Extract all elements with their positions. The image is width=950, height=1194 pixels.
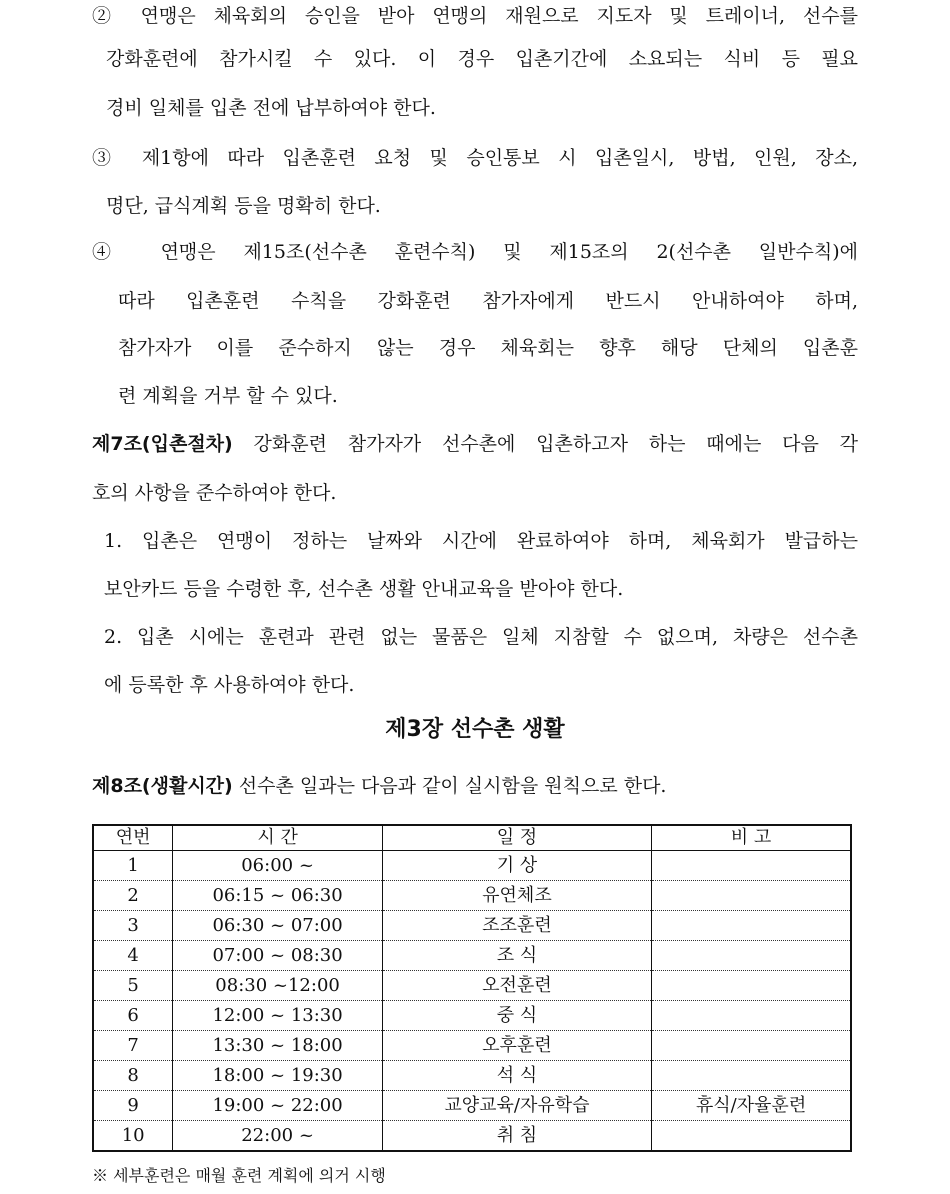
cell-note xyxy=(652,1001,851,1031)
cell-item: 오전훈련 xyxy=(382,971,651,1001)
cell-item: 유연체조 xyxy=(382,881,651,911)
article-7-intro: 강화훈련 참가자가 선수촌에 입촌하고자 하는 때에는 다음 각 xyxy=(232,433,858,455)
article-7-line-2: 호의 사항을 준수하여야 한다. xyxy=(92,482,337,504)
header-note: 비 고 xyxy=(652,825,851,851)
cell-number: 1 xyxy=(93,851,173,881)
cell-time: 08:30 ~12:00 xyxy=(173,971,383,1001)
chapter-title: 제3장 선수촌 생활 xyxy=(385,717,565,742)
cell-number: 9 xyxy=(93,1091,173,1121)
cell-note xyxy=(652,851,851,881)
article-7-item-2-line-2: 에 등록한 후 사용하여야 한다. xyxy=(104,674,355,696)
schedule-table xyxy=(92,824,852,1152)
cell-time: 18:00 ~ 19:30 xyxy=(173,1061,383,1091)
table-row xyxy=(93,911,851,941)
paragraph-4-line-3: 참가자가 이를 준수하지 않는 경우 체육회는 향후 해당 단체의 입촌훈 xyxy=(118,337,858,359)
cell-item: 조 식 xyxy=(382,941,651,971)
article-7-item-1-line-2: 보안카드 등을 수령한 후, 선수촌 생활 안내교육을 받아야 한다. xyxy=(104,578,624,600)
cell-note xyxy=(652,971,851,1001)
paragraph-2-line-3: 경비 일체를 입촌 전에 납부하여야 한다. xyxy=(106,97,436,119)
paragraph-3-line-1: ③ 제1항에 따라 입촌훈련 요청 및 승인통보 시 입촌일시, 방법, 인원, 장소, xyxy=(92,147,858,169)
cell-time: 12:00 ~ 13:30 xyxy=(173,1001,383,1031)
cell-note xyxy=(652,1061,851,1091)
paragraph-4-line-1: ④ 연맹은 제15조(선수촌 훈련수칙) 및 제15조의 2(선수촌 일반수칙)에 xyxy=(92,241,858,263)
article-7-heading: 제7조(입촌절차) xyxy=(92,433,233,455)
cell-number: 10 xyxy=(93,1121,173,1152)
cell-time: 19:00 ~ 22:00 xyxy=(173,1091,383,1121)
header-time: 시 간 xyxy=(173,825,383,851)
cell-note xyxy=(652,911,851,941)
table-row xyxy=(93,1091,851,1121)
cell-number: 2 xyxy=(93,881,173,911)
table-row xyxy=(93,851,851,881)
cell-time: 13:30 ~ 18:00 xyxy=(173,1031,383,1061)
article-8-line xyxy=(92,774,666,798)
cell-time: 06:15 ~ 06:30 xyxy=(173,881,383,911)
cell-time: 06:30 ~ 07:00 xyxy=(173,911,383,941)
cell-number: 5 xyxy=(93,971,173,1001)
cell-item: 석 식 xyxy=(382,1061,651,1091)
cell-item: 기 상 xyxy=(382,851,651,881)
table-row xyxy=(93,1061,851,1091)
cell-item: 교양교육/자유학습 xyxy=(382,1091,651,1121)
article-7-line-1 xyxy=(92,432,858,456)
cell-note: 휴식/자율훈련 xyxy=(652,1091,851,1121)
cell-number: 4 xyxy=(93,941,173,971)
paragraph-2-line-1: ② 연맹은 체육회의 승인을 받아 연맹의 재원으로 지도자 및 트레이너, 선수를 xyxy=(92,5,858,27)
cell-time: 06:00 ~ xyxy=(173,851,383,881)
cell-note xyxy=(652,941,851,971)
cell-item: 조조훈련 xyxy=(382,911,651,941)
table-row xyxy=(93,971,851,1001)
cell-note xyxy=(652,881,851,911)
cell-number: 8 xyxy=(93,1061,173,1091)
cell-item: 오후훈련 xyxy=(382,1031,651,1061)
cell-number: 6 xyxy=(93,1001,173,1031)
cell-note xyxy=(652,1031,851,1061)
header-item: 일 정 xyxy=(382,825,651,851)
header-number: 연번 xyxy=(93,825,173,851)
cell-note xyxy=(652,1121,851,1152)
cell-number: 7 xyxy=(93,1031,173,1061)
cell-time: 07:00 ~ 08:30 xyxy=(173,941,383,971)
paragraph-4-line-2: 따라 입촌훈련 수칙을 강화훈련 참가자에게 반드시 안내하여야 하며, xyxy=(118,290,858,312)
table-row xyxy=(93,1001,851,1031)
table-row xyxy=(93,941,851,971)
table-row xyxy=(93,1121,851,1152)
paragraph-4-line-4: 련 계획을 거부 할 수 있다. xyxy=(118,385,338,407)
cell-item: 취 침 xyxy=(382,1121,651,1152)
cell-item: 중 식 xyxy=(382,1001,651,1031)
paragraph-2-line-2: 강화훈련에 참가시킬 수 있다. 이 경우 입촌기간에 소요되는 식비 등 필요 xyxy=(106,48,858,70)
table-row xyxy=(93,1031,851,1061)
schedule-header-row xyxy=(93,825,851,851)
article-8-heading: 제8조(생활시간) xyxy=(92,775,233,797)
article-7-item-2-line-1: 2. 입촌 시에는 훈련과 관련 없는 물품은 일체 지참할 수 없으며, 차량은 선수촌 xyxy=(104,626,858,648)
cell-time: 22:00 ~ xyxy=(173,1121,383,1152)
paragraph-3-line-2: 명단, 급식계획 등을 명확히 한다. xyxy=(106,195,381,217)
table-row xyxy=(93,881,851,911)
footnote: ※ 세부훈련은 매월 훈련 계획에 의거 시행 xyxy=(92,1166,386,1185)
article-8-intro: 선수촌 일과는 다음과 같이 실시함을 원칙으로 한다. xyxy=(232,775,667,797)
article-7-item-1-line-1: 1. 입촌은 연맹이 정하는 날짜와 시간에 완료하여야 하며, 체육회가 발급하는 xyxy=(104,530,858,552)
cell-number: 3 xyxy=(93,911,173,941)
